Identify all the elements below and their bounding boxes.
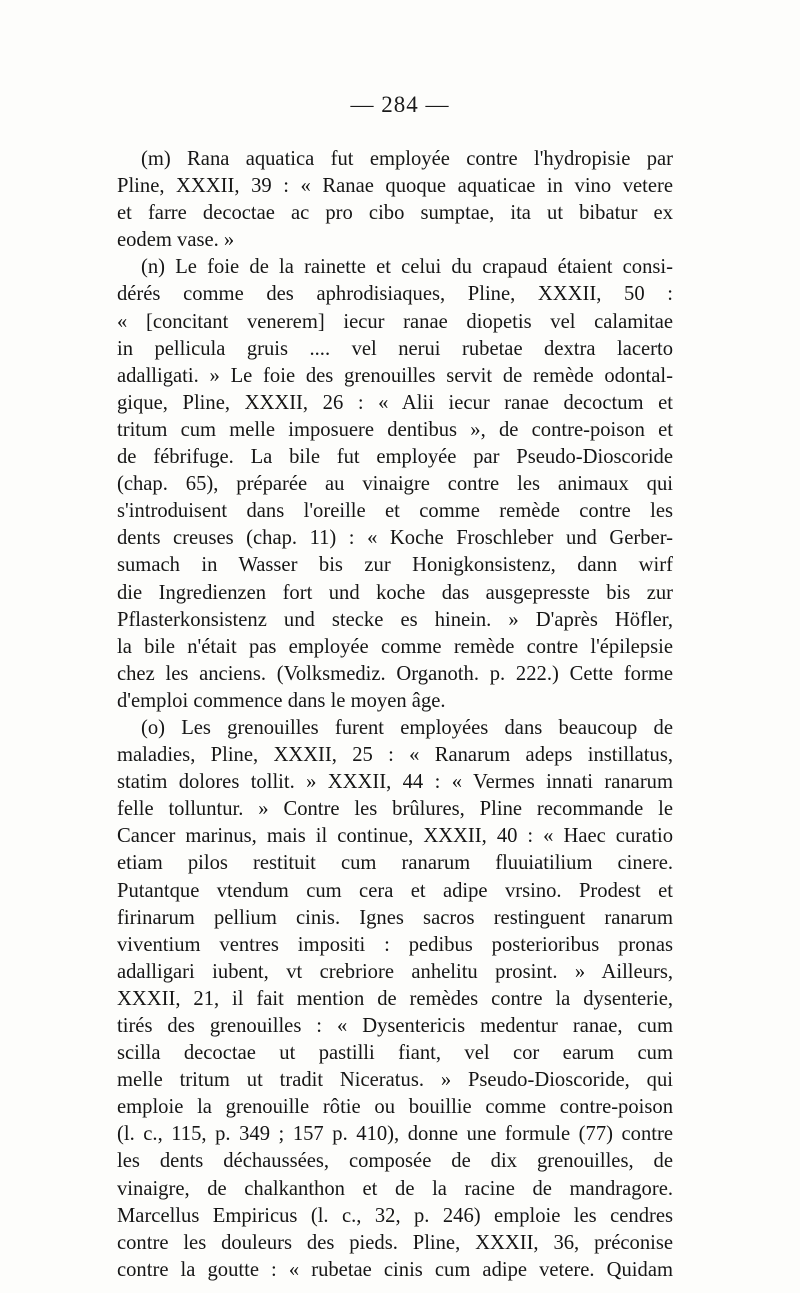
text-line: felle tolluntur. » Contre les brûlures, Pline recommande le <box>117 798 673 821</box>
body-text <box>117 146 673 1284</box>
text-line: maladies, Pline, XXXII, 25 : « Ranarum adeps instillatus, <box>117 744 673 767</box>
text-line: gique, Pline, XXXII, 26 : « Alii iecur ranae decoctum et <box>117 391 673 414</box>
text-line: Pflasterkonsistenz und stecke es hinein. » D'après Höfler, <box>117 608 673 631</box>
text-line: (m) Rana aquatica fut employée contre l'hydropisie par <box>141 148 673 170</box>
text-line: chez les anciens. (Volksmediz. Organoth. p. 222.) Cette forme <box>117 662 673 685</box>
text-line: les dents déchaussées, composée de dix grenouilles, de <box>117 1150 673 1173</box>
text-line: etiam pilos restituit cum ranarum fluuiatilium cinere. <box>117 852 673 875</box>
text-line: emploie la grenouille rôtie ou bouillie comme contre-poison <box>117 1096 673 1119</box>
text-line: adalligati. » Le foie des grenouilles servit de remède odontal- <box>117 364 673 387</box>
text-line: (o) Les grenouilles furent employées dans beaucoup de <box>141 716 673 739</box>
text-line: dérés comme des aphrodisiaques, Pline, XXXII, 50 : <box>117 283 673 306</box>
text-line: (l. c., 115, p. 349 ; 157 p. 410), donne une formule (77) contre <box>117 1123 673 1146</box>
text-line: Pline, XXXII, 39 : « Ranae quoque aquaticae in vino vetere <box>117 175 673 198</box>
text-line: contre les douleurs des pieds. Pline, XXXII, 36, préconise <box>117 1231 673 1254</box>
text-line: in pellicula gruis .... vel nerui rubetae dextra lacerto <box>117 337 673 360</box>
text-line: Cancer marinus, mais il continue, XXXII, 40 : « Haec curatio <box>117 825 673 848</box>
text-line: la bile n'était pas employée comme remède contre l'épilepsie <box>117 635 673 658</box>
text-line: dents creuses (chap. 11) : « Koche Froschleber und Gerber- <box>117 527 673 550</box>
text-line: adalligari iubent, vt crebriore anhelitu prosint. » Ailleurs, <box>117 960 673 983</box>
text-line: vinaigre, de chalkanthon et de la racine de mandragore. <box>117 1177 673 1200</box>
text-line: sumach in Wasser bis zur Honigkonsistenz, dann wirf <box>117 554 673 577</box>
text-line: XXXII, 21, il fait mention de remèdes contre la dysenterie, <box>117 987 673 1010</box>
paragraph-m <box>117 146 673 254</box>
text-line: s'introduisent dans l'oreille et comme remède contre les <box>117 500 673 523</box>
page-number: — 284 — <box>350 92 450 117</box>
text-line: et farre decoctae ac pro cibo sumptae, ita ut bibatur ex <box>117 202 673 225</box>
text-line: « [concitant venerem] iecur ranae diopetis vel calamitae <box>117 310 673 333</box>
text-line: (n) Le foie de la rainette et celui du crapaud étaient consi- <box>141 256 673 279</box>
text-line: statim dolores tollit. » XXXII, 44 : « Vermes innati ranarum <box>117 771 673 794</box>
text-line: tritum cum melle imposuere dentibus », de contre-poison et <box>117 418 673 441</box>
text-line: Putantque vtendum cum cera et adipe vrsino. Prodest et <box>117 879 673 902</box>
text-line: d'emploi commence dans le moyen âge. <box>117 689 446 712</box>
paragraph-o <box>117 715 673 1284</box>
text-line: scilla decoctae ut pastilli fiant, vel cor earum cum <box>117 1042 673 1065</box>
text-line: melle tritum ut tradit Niceratus. » Pseudo-Dioscoride, qui <box>117 1069 673 1092</box>
text-line: contre la goutte : « rubetae cinis cum adipe vetere. Quidam <box>117 1258 673 1281</box>
text-line: Marcellus Empiricus (l. c., 32, p. 246) emploie les cendres <box>117 1204 673 1227</box>
text-line: eodem vase. » <box>117 229 235 252</box>
text-line: viventium ventres impositi : pedibus posterioribus pronas <box>117 933 673 956</box>
paragraph-n <box>117 254 673 715</box>
text-line: firinarum pellium cinis. Ignes sacros restinguent ranarum <box>117 906 673 929</box>
text-line: (chap. 65), préparée au vinaigre contre les animaux qui <box>117 473 673 496</box>
text-line: die Ingredienzen fort und koche das ausgepresste bis zur <box>117 581 673 604</box>
text-line: tirés des grenouilles : « Dysentericis medentur ranae, cum <box>117 1015 673 1037</box>
text-line: de fébrifuge. La bile fut employée par Pseudo-Dioscoride <box>117 446 673 469</box>
